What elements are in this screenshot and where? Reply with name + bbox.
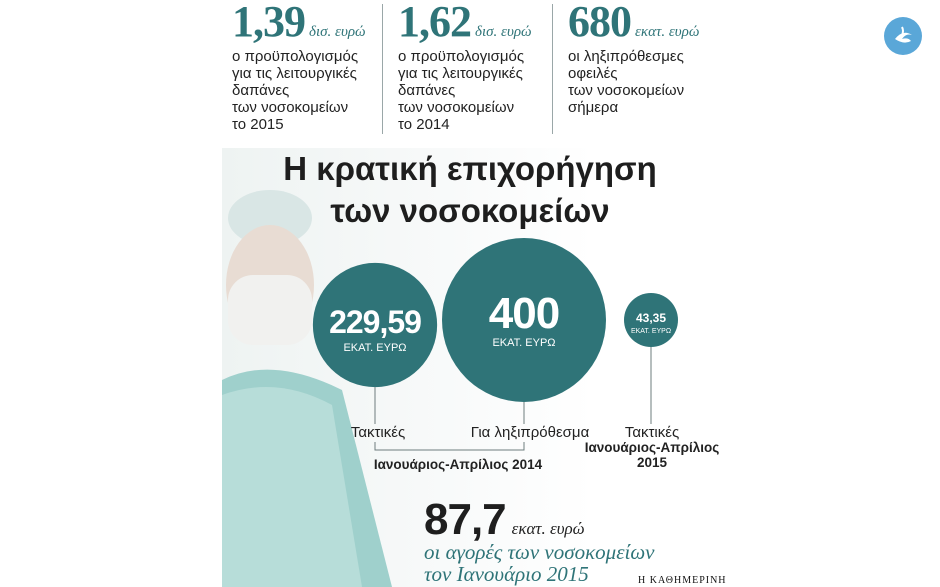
desc-line: σήμερα	[568, 99, 619, 116]
title-line: των νοσοκομείων	[330, 192, 610, 229]
label-period-2015	[582, 440, 722, 470]
desc-line: των νοσοκομείων	[568, 82, 685, 99]
desc-line: των νοσοκομείων	[398, 99, 515, 116]
desc-line: το 2015	[232, 116, 284, 133]
desc-line: το 2014	[398, 116, 450, 133]
label-regular-2015: Τακτικές	[624, 424, 680, 441]
title-line: Η κρατική επιχορήγηση	[283, 150, 657, 187]
stat-unit: δισ. ευρώ	[475, 24, 532, 40]
bubble-unit-label: ΕΚΑΤ. ΕΥΡΩ	[630, 328, 672, 335]
desc-line: τον Ιανουάριο 2015	[424, 562, 589, 586]
stat-value: 1,62	[398, 0, 471, 46]
group-bracket-2014	[375, 442, 524, 450]
bubble-unit-label: ΕΚΑΤ. ΕΥΡΩ	[343, 342, 407, 354]
stat-value: 1,39	[232, 0, 305, 46]
bubble-value-label: 229,59	[329, 304, 421, 340]
label-regular-2014: Τακτικές	[350, 424, 406, 441]
highlight-unit: εκατ. ευρώ	[511, 519, 585, 538]
stat-unit: εκατ. ευρώ	[635, 24, 700, 40]
label-arrears: Για ληξιπρόθεσμα	[470, 424, 590, 441]
stat-unit: δισ. ευρώ	[309, 24, 366, 40]
highlight-value: 87,7	[424, 495, 506, 544]
desc-line: οι ληξιπρόθεσμες	[568, 48, 684, 65]
desc-line: των νοσοκομείων	[232, 99, 349, 116]
bubble-unit-label: ΕΚΑΤ. ΕΥΡΩ	[492, 337, 556, 349]
bubble-value-label: 400	[488, 289, 560, 338]
bubble-value-label: 43,35	[635, 311, 667, 325]
label-period-2014: Ιανουάριος-Απρίλιος 2014	[373, 457, 543, 472]
source-credit: Η ΚΑΘΗΜΕΡΙΝΗ	[638, 575, 727, 586]
desc-line: οι αγορές των νοσοκομείων	[424, 540, 655, 564]
desc-line: δαπάνες	[232, 82, 290, 99]
period-line: Ιανουάριος-Απρίλιος	[584, 440, 720, 455]
desc-line: ο προϋπολογισμός	[398, 48, 525, 65]
brand-logo-icon	[884, 17, 922, 55]
highlight-stat	[424, 495, 654, 585]
desc-line: οφειλές	[568, 65, 618, 82]
period-line: 2015	[636, 455, 668, 470]
desc-line: ο προϋπολογισμός	[232, 48, 359, 65]
desc-line: δαπάνες	[398, 82, 456, 99]
highlight-description	[424, 541, 654, 585]
desc-line: για τις λειτουργικές	[232, 65, 357, 82]
stat-value: 680	[568, 0, 631, 46]
desc-line: για τις λειτουργικές	[398, 65, 523, 82]
